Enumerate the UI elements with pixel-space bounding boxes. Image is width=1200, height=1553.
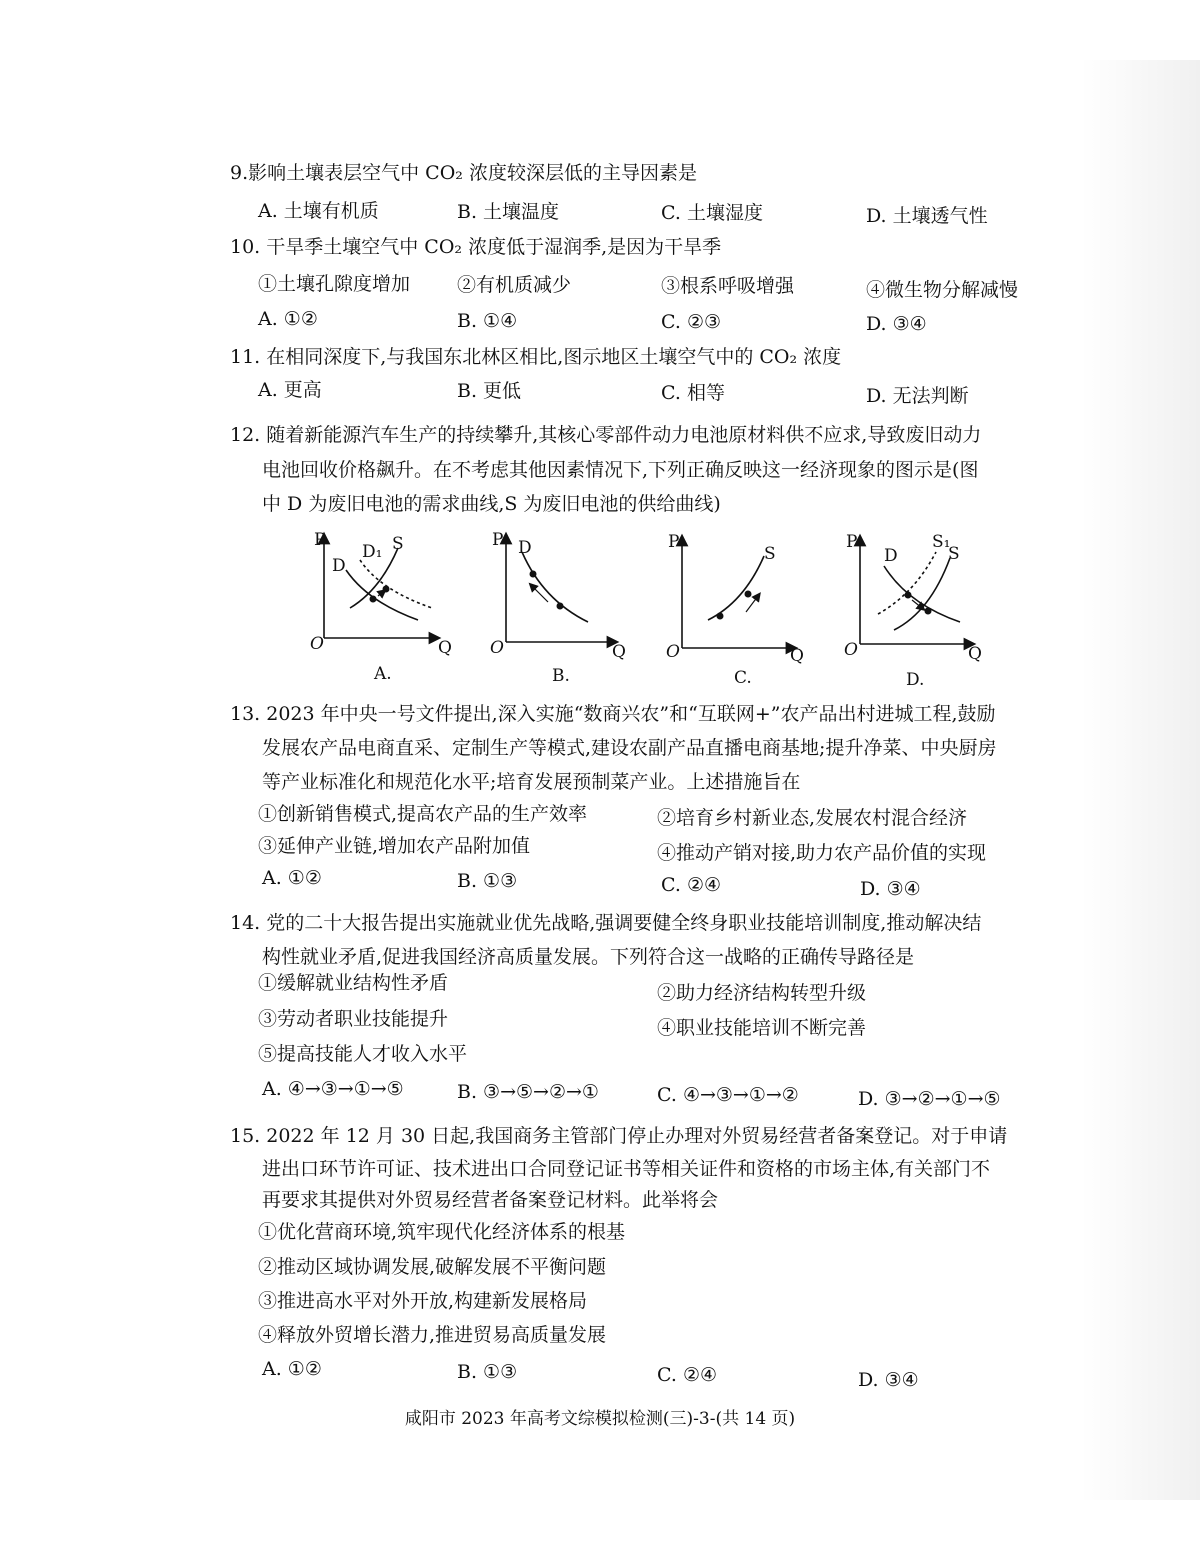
q15-item-3: ③推进高水平对外开放,构建新发展格局 — [258, 1290, 588, 1312]
q10-option-b: B. ①④ — [457, 310, 518, 332]
graph-a-s-label: S — [392, 534, 404, 554]
graph-c-p-label: P — [668, 532, 680, 552]
graph-b-p-label: P — [492, 530, 504, 550]
page-footer: 咸阳市 2023 年高考文综模拟检测(三)-3-(共 14 页) — [404, 1409, 796, 1429]
q15-option-d: D. ③④ — [858, 1369, 919, 1391]
graph-d-supply-curve — [894, 558, 950, 630]
graph-b — [488, 530, 638, 690]
graph-a-q-label: Q — [438, 638, 452, 658]
graph-c-s-label: S — [764, 544, 776, 564]
q12-line-2: 电池回收价格飙升。在不考虑其他因素情况下,下列正确反映这一经济现象的图示是(图 — [262, 459, 979, 481]
graph-b-caption: B. — [552, 666, 570, 686]
q15-item-2: ②推动区域协调发展,破解发展不平衡问题 — [258, 1256, 607, 1278]
q10-option-d: D. ③④ — [866, 313, 927, 335]
q10-item-2: ②有机质减少 — [457, 274, 572, 296]
graph-a-d-label: D — [332, 556, 346, 576]
q9-option-b: B. 土壤温度 — [457, 201, 560, 223]
q13-option-c: C. ②④ — [661, 874, 722, 896]
q15-option-c: C. ②④ — [657, 1364, 718, 1386]
graph-d-origin-label: O — [844, 640, 858, 660]
q11-stem: 11. 在相同深度下,与我国东北林区相比,图示地区土壤空气中的 CO₂ 浓度 — [230, 346, 842, 368]
q14-item-2: ②助力经济结构转型升级 — [657, 982, 867, 1004]
graph-d-s-label: S — [948, 544, 960, 564]
q10-item-1: ①土壤孔隙度增加 — [258, 273, 411, 295]
q10-option-a: A. ①② — [258, 308, 318, 330]
q13-item-2: ②培育乡村新业态,发展农村混合经济 — [657, 807, 968, 829]
q14-option-d: D. ③→②→①→⑤ — [858, 1088, 1001, 1110]
q15-line-2: 进出口环节许可证、技术进出口合同登记证书等相关证件和资格的市场主体,有关部门不 — [262, 1158, 991, 1180]
q9-option-a: A. 土壤有机质 — [258, 200, 379, 222]
graph-a-origin-label: O — [310, 634, 324, 654]
graph-d-s1-label: S₁ — [932, 532, 951, 552]
graph-d-p-label: P — [846, 532, 858, 552]
scan-edge-shadow — [1080, 60, 1200, 1500]
q13-item-1: ①创新销售模式,提高农产品的生产效率 — [258, 803, 588, 825]
q11-option-c: C. 相等 — [661, 382, 725, 404]
graph-d-q-label: Q — [968, 644, 982, 664]
graph-d-caption: D. — [906, 670, 925, 690]
q11-option-d: D. 无法判断 — [866, 385, 969, 407]
q14-item-1: ①缓解就业结构性矛盾 — [258, 972, 449, 994]
graph-c-supply-curve — [708, 556, 764, 620]
q11-option-a: A. 更高 — [258, 379, 322, 401]
q13-line-1: 13. 2023 年中央一号文件提出,深入实施“数商兴农”和“互联网+”农产品出村进城工程,鼓励 — [230, 703, 996, 725]
q10-stem: 10. 干旱季土壤空气中 CO₂ 浓度低于湿润季,是因为干旱季 — [230, 236, 722, 258]
q12-line-1: 12. 随着新能源汽车生产的持续攀升,其核心零部件动力电池原材料供不应求,导致废旧动力 — [230, 424, 982, 446]
q10-option-c: C. ②③ — [661, 311, 722, 333]
graph-c-origin-label: O — [666, 642, 680, 662]
q14-item-5: ⑤提高技能人才收入水平 — [258, 1043, 468, 1065]
q14-option-b: B. ③→⑤→②→① — [457, 1081, 599, 1103]
q15-line-3: 再要求其提供对外贸易经营者备案登记材料。此举将会 — [262, 1189, 719, 1211]
graph-b-d-label: D — [518, 538, 532, 558]
graph-d — [844, 532, 994, 692]
graph-d-demand-curve — [884, 566, 960, 622]
graph-a-caption: A. — [374, 664, 392, 684]
q14-line-1: 14. 党的二十大报告提出实施就业优先战略,强调要健全终身职业技能培训制度,推动解决结 — [230, 912, 982, 934]
graph-b-q-label: Q — [612, 642, 626, 662]
q15-option-b: B. ①③ — [457, 1361, 518, 1383]
q14-item-3: ③劳动者职业技能提升 — [258, 1008, 449, 1030]
q10-item-4: ④微生物分解减慢 — [866, 279, 1019, 301]
q10-item-3: ③根系呼吸增强 — [661, 275, 795, 297]
q15-item-4: ④释放外贸增长潜力,推进贸易高质量发展 — [258, 1324, 607, 1346]
graph-b-demand-curve — [522, 552, 588, 622]
q9-stem: 9.影响土壤表层空气中 CO₂ 浓度较深层低的主导因素是 — [230, 162, 697, 184]
q13-option-a: A. ①② — [262, 867, 322, 889]
q11-option-b: B. 更低 — [457, 380, 522, 402]
q14-option-c: C. ④→③→①→② — [657, 1084, 799, 1106]
q13-option-b: B. ①③ — [457, 870, 518, 892]
q9-option-c: C. 土壤湿度 — [661, 202, 763, 224]
q14-line-2: 构性就业矛盾,促进我国经济高质量发展。下列符合这一战略的正确传导路径是 — [262, 946, 915, 968]
q13-item-3: ③延伸产业链,增加农产品附加值 — [258, 835, 531, 857]
q13-option-d: D. ③④ — [860, 878, 921, 900]
q15-option-a: A. ①② — [262, 1358, 322, 1380]
graph-c-q-label: Q — [790, 646, 804, 666]
q13-line-2: 发展农产品电商直采、定制生产等模式,建设农副产品直播电商基地;提升净菜、中央厨房 — [262, 737, 997, 759]
graph-d-d-label: D — [884, 546, 898, 566]
graph-a — [310, 530, 460, 690]
q15-item-1: ①优化营商环境,筑牢现代化经济体系的根基 — [258, 1221, 626, 1243]
graph-b-origin-label: O — [490, 638, 504, 658]
q9-option-d: D. 土壤透气性 — [866, 205, 988, 227]
q14-option-a: A. ④→③→①→⑤ — [262, 1078, 404, 1100]
graph-a-p-label: P — [314, 530, 326, 550]
graph-c — [664, 532, 814, 692]
q12-line-3: 中 D 为废旧电池的需求曲线,S 为废旧电池的供给曲线) — [262, 493, 721, 515]
graph-c-caption: C. — [734, 668, 752, 688]
q14-item-4: ④职业技能培训不断完善 — [657, 1017, 867, 1039]
q13-line-3: 等产业标准化和规范化水平;培育发展预制菜产业。上述措施旨在 — [262, 771, 801, 793]
q15-line-1: 15. 2022 年 12 月 30 日起,我国商务主管部门停止办理对外贸易经营者备案登记。对于申请 — [230, 1125, 1008, 1147]
graph-a-d1-label: D₁ — [362, 542, 383, 562]
q13-item-4: ④推动产销对接,助力农产品价值的实现 — [657, 842, 987, 864]
